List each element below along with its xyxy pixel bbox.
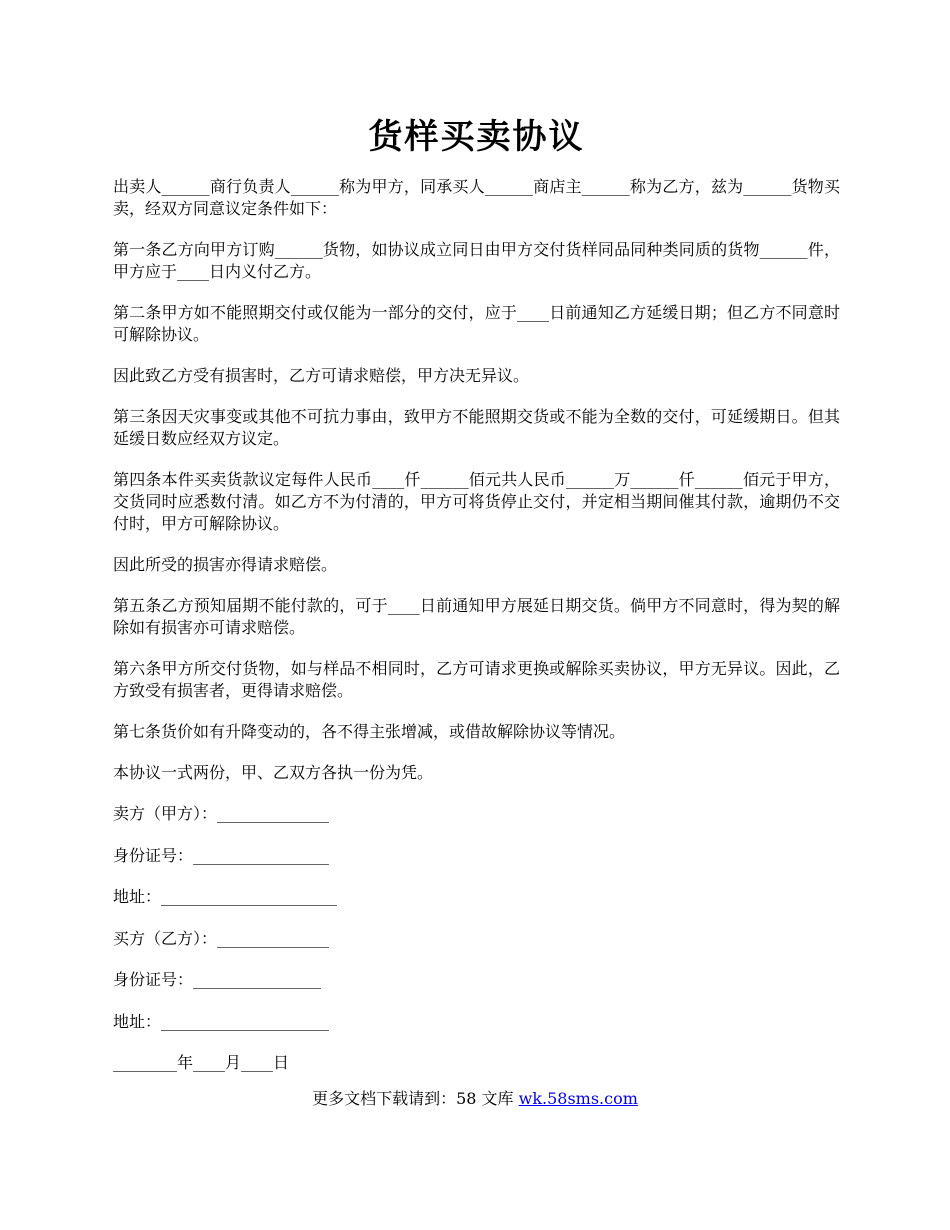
- paragraph-article-1: 第一条乙方向甲方订购______货物，如协议成立同日由甲方交付货样同品同种类同质的货物______件，甲方应于____日内义付乙方。: [113, 240, 840, 281]
- paragraph-article-2: 第二条甲方如不能照期交付或仅能为一部分的交付，应于____日前通知乙方延缓日期；但乙方不同意时可解除协议。: [113, 303, 840, 344]
- buyer-address-line: 地址：_____________________: [113, 1011, 330, 1031]
- footer-link[interactable]: wk.58sms.com: [518, 1089, 638, 1108]
- seller-id-line: 身份证号：_________________: [113, 845, 330, 865]
- document-title: 货样买卖协议: [368, 117, 585, 157]
- paragraph-article-4-cont: 因此所受的损害亦得请求赔偿。: [113, 555, 338, 574]
- seller-address-line: 地址：______________________: [113, 887, 338, 906]
- seller-line: 卖方（甲方）：______________: [113, 804, 330, 823]
- signature-block: [113, 803, 840, 1074]
- paragraph-article-3: 第三条因天灾事变或其他不可抗力事由，致甲方不能照期交货或不能为全数的交付，可延缓期日。但其延缓日数应经双方议定。: [113, 407, 840, 448]
- buyer-id-line: 身份证号：________________: [113, 970, 322, 989]
- date-line: ________年____月____日: [113, 1053, 290, 1072]
- buyer-line: 买方（乙方）：______________: [113, 928, 330, 948]
- paragraph-intro: 出卖人______商行负责人______称为甲方，同承买人______商店主______称为乙方，兹为______货物买卖，经双方同意议定条件如下：: [113, 177, 840, 218]
- paragraph-article-5: 第五条乙方预知届期不能付款的，可于____日前通知甲方展延日期交货。倘甲方不同意时，得为契的解除如有损害亦可请求赔偿。: [113, 596, 840, 637]
- paragraph-article-2-cont: 因此致乙方受有损害时，乙方可请求赔偿，甲方决无异议。: [113, 366, 530, 385]
- page-footer: [0, 1088, 950, 1110]
- paragraph-article-4: 第四条本件买卖货款议定每件人民币____仟______佰元共人民币______万______仟______佰元于甲方，交货同时应悉数付清。如乙方不为付清的，甲方可将货停止交付，并定相当期间催其付款，逾期仍不交付时，甲方可解除协议。: [113, 470, 840, 533]
- paragraph-article-6: 第六条甲方所交付货物，如与样品不相同时，乙方可请求更换或解除买卖协议，甲方无异议。因此，乙方致受有损害者，更得请求赔偿。: [113, 659, 840, 700]
- paragraph-copies: 本协议一式两份，甲、乙双方各执一份为凭。: [113, 763, 434, 782]
- document-page: [113, 112, 840, 1094]
- paragraph-article-7: 第七条货价如有升降变动的，各不得主张增减，或借故解除协议等情况。: [113, 722, 626, 741]
- footer-text: 更多文档下载请到：58 文库: [312, 1089, 519, 1108]
